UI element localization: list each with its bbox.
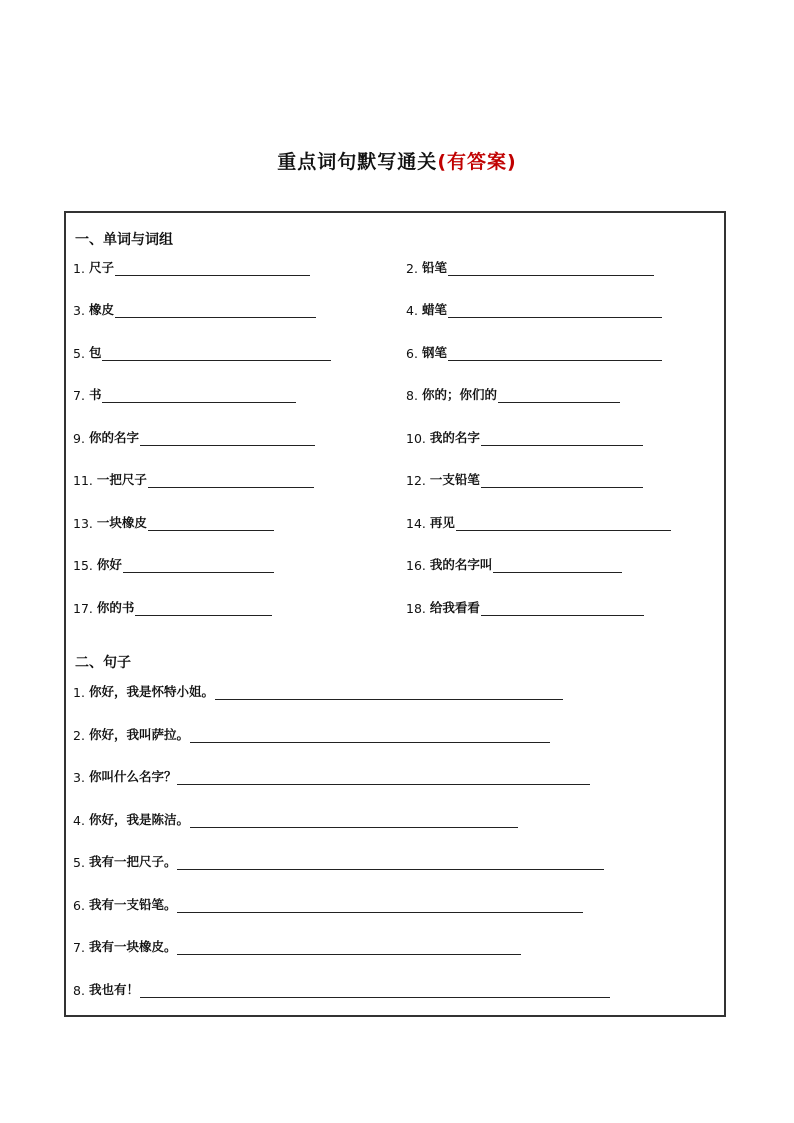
word-item-number: 10. bbox=[406, 431, 426, 446]
sentence-answer-line[interactable] bbox=[177, 772, 590, 785]
word-answer-line[interactable] bbox=[140, 433, 315, 446]
word-item bbox=[406, 300, 662, 318]
word-answer-line[interactable] bbox=[456, 518, 671, 531]
word-answer-line[interactable] bbox=[493, 560, 622, 573]
sentence-item bbox=[73, 980, 610, 998]
word-item bbox=[406, 470, 643, 488]
word-item-label: 你的书 bbox=[96, 600, 135, 615]
word-item bbox=[73, 300, 316, 318]
word-item bbox=[73, 555, 274, 573]
word-item-label: 尺子 bbox=[88, 260, 114, 275]
word-item-number: 16. bbox=[406, 558, 426, 573]
word-answer-line[interactable] bbox=[148, 475, 314, 488]
word-item-number: 8. bbox=[406, 388, 418, 403]
word-item bbox=[406, 428, 643, 446]
word-item-label: 一块橡皮 bbox=[96, 515, 147, 530]
sentence-item-number: 7. bbox=[73, 940, 85, 955]
word-answer-line[interactable] bbox=[481, 433, 643, 446]
word-item bbox=[73, 343, 331, 361]
sentence-item-number: 8. bbox=[73, 983, 85, 998]
word-answer-line[interactable] bbox=[102, 348, 331, 361]
sentence-item-label: 你好，我是怀特小姐。 bbox=[88, 684, 214, 699]
word-answer-line[interactable] bbox=[448, 305, 662, 318]
word-item-label: 橡皮 bbox=[88, 302, 114, 317]
worksheet-box bbox=[64, 211, 726, 1017]
sentence-item bbox=[73, 682, 563, 700]
word-answer-line[interactable] bbox=[448, 348, 662, 361]
word-item-number: 6. bbox=[406, 346, 418, 361]
word-item-number: 11. bbox=[73, 473, 93, 488]
sentence-item bbox=[73, 725, 550, 743]
word-item-label: 我的名字叫 bbox=[429, 557, 493, 572]
word-item-number: 15. bbox=[73, 558, 93, 573]
word-item-label: 书 bbox=[88, 387, 102, 402]
word-item-number: 13. bbox=[73, 516, 93, 531]
section-words-heading: 一、单词与词组 bbox=[75, 232, 173, 248]
word-item-number: 14. bbox=[406, 516, 426, 531]
sentence-item-number: 6. bbox=[73, 898, 85, 913]
sentence-item-number: 5. bbox=[73, 855, 85, 870]
word-item-number: 3. bbox=[73, 303, 85, 318]
word-item-label: 蜡笔 bbox=[421, 302, 447, 317]
sentence-item-label: 你好，我叫萨拉。 bbox=[88, 727, 189, 742]
section-sentences-heading: 二、句子 bbox=[75, 655, 131, 671]
sentence-answer-line[interactable] bbox=[177, 857, 604, 870]
sentence-answer-line[interactable] bbox=[177, 900, 583, 913]
word-item-number: 1. bbox=[73, 261, 85, 276]
sentence-item bbox=[73, 895, 583, 913]
sentence-item-label: 你叫什么名字？ bbox=[88, 769, 177, 784]
word-item bbox=[406, 385, 620, 403]
sentence-answer-line[interactable] bbox=[190, 815, 518, 828]
word-item-number: 18. bbox=[406, 601, 426, 616]
title-main: 重点词句默写通关 bbox=[277, 151, 438, 173]
word-answer-line[interactable] bbox=[115, 305, 316, 318]
word-item-number: 7. bbox=[73, 388, 85, 403]
sentence-item bbox=[73, 852, 604, 870]
word-item-label: 一把尺子 bbox=[96, 472, 147, 487]
word-item bbox=[73, 470, 314, 488]
word-answer-line[interactable] bbox=[498, 390, 620, 403]
word-item-label: 我的名字 bbox=[429, 430, 480, 445]
word-item-label: 再见 bbox=[429, 515, 455, 530]
word-answer-line[interactable] bbox=[148, 518, 274, 531]
sentence-item bbox=[73, 810, 518, 828]
word-answer-line[interactable] bbox=[448, 263, 654, 276]
word-item-label: 包 bbox=[88, 345, 102, 360]
word-item bbox=[73, 428, 315, 446]
word-answer-line[interactable] bbox=[481, 603, 644, 616]
sentence-item-number: 4. bbox=[73, 813, 85, 828]
sentence-item-number: 2. bbox=[73, 728, 85, 743]
word-item-label: 铅笔 bbox=[421, 260, 447, 275]
word-answer-line[interactable] bbox=[123, 560, 274, 573]
word-item-label: 你好 bbox=[96, 557, 122, 572]
word-item bbox=[406, 343, 662, 361]
sentence-item-number: 3. bbox=[73, 770, 85, 785]
sentence-item-label: 你好，我是陈洁。 bbox=[88, 812, 189, 827]
sentence-item bbox=[73, 767, 590, 785]
word-item-number: 17. bbox=[73, 601, 93, 616]
word-item-label: 给我看看 bbox=[429, 600, 480, 615]
sentence-item-label: 我也有！ bbox=[88, 982, 139, 997]
word-item-label: 钢笔 bbox=[421, 345, 447, 360]
sentence-answer-line[interactable] bbox=[177, 942, 521, 955]
sentence-item-label: 我有一把尺子。 bbox=[88, 854, 177, 869]
word-item-number: 12. bbox=[406, 473, 426, 488]
sentence-answer-line[interactable] bbox=[140, 985, 610, 998]
sentence-item-label: 我有一支铅笔。 bbox=[88, 897, 177, 912]
word-answer-line[interactable] bbox=[481, 475, 643, 488]
word-item bbox=[406, 598, 644, 616]
word-item bbox=[73, 598, 272, 616]
sentence-answer-line[interactable] bbox=[190, 730, 550, 743]
word-item-label: 一支铅笔 bbox=[429, 472, 480, 487]
title-accent: (有答案) bbox=[437, 151, 517, 173]
word-item bbox=[73, 513, 274, 531]
sentence-item bbox=[73, 937, 521, 955]
word-item-label: 你的名字 bbox=[88, 430, 139, 445]
word-answer-line[interactable] bbox=[102, 390, 296, 403]
page-title bbox=[0, 147, 794, 174]
word-item bbox=[406, 258, 654, 276]
sentence-item-number: 1. bbox=[73, 685, 85, 700]
word-answer-line[interactable] bbox=[135, 603, 272, 616]
word-item-number: 4. bbox=[406, 303, 418, 318]
sentence-item-label: 我有一块橡皮。 bbox=[88, 939, 177, 954]
word-answer-line[interactable] bbox=[115, 263, 310, 276]
word-item-number: 2. bbox=[406, 261, 418, 276]
word-item bbox=[73, 385, 296, 403]
word-item bbox=[73, 258, 310, 276]
word-item-label: 你的；你们的 bbox=[421, 387, 497, 402]
word-item bbox=[406, 555, 622, 573]
word-item-number: 9. bbox=[73, 431, 85, 446]
sentence-answer-line[interactable] bbox=[215, 687, 563, 700]
word-item bbox=[406, 513, 671, 531]
word-item-number: 5. bbox=[73, 346, 85, 361]
